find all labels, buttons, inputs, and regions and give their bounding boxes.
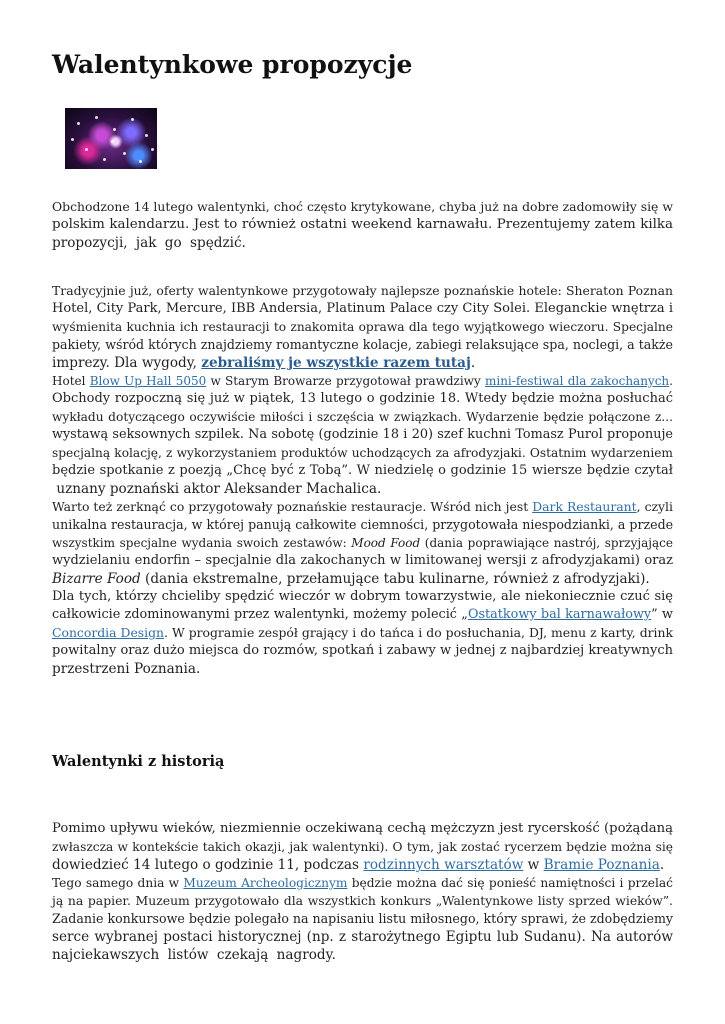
concordia-design-link[interactable]: Concordia Design (52, 625, 165, 640)
text-line: Dla tych, którzy chcieliby spędzić wieczór w dobrym towarzystwie, ale niekoniecznie czuć się (52, 589, 673, 604)
text-line: Tradycyjnie już, oferty walentynkowe przygotowały najlepsze poznańskie hotele: Sheraton Poznan (52, 283, 673, 298)
text-span: całkowicie zdominowanymi przez walentynki, możemy polecić „ (52, 607, 468, 622)
text-span: dowiedzieć 14 lutego o godzinie 11, podczas (52, 857, 364, 873)
blow-up-hall-link[interactable]: Blow Up Hall 5050 (89, 374, 207, 388)
bizarre-food-text: Bizarre Food (52, 571, 141, 587)
text-line (52, 570, 673, 588)
text-line: Obchody rozpoczną się już w piątek, 13 lutego o godzinie 18. Wtedy będzie można posłuchać (52, 391, 673, 406)
hotels-paragraph (52, 282, 673, 678)
text-span: imprezy. Dla wygody, (52, 355, 202, 371)
text-line: wyśmienita kuchnia ich restauracji to znakomita oprawa dla tego wyjątkowego wieczoru. Specjalne (52, 320, 673, 334)
text-line: Pomimo upływu wieków, niezmiennie oczekiwaną cechą mężczyzn jest rycerskość (pożądaną (52, 821, 673, 836)
text-span: . (470, 355, 476, 371)
intro-paragraph (52, 198, 673, 252)
mini-festival-link[interactable]: mini-festiwal dla zakochanych (484, 374, 670, 388)
text-line: pakiety, wśród których znajdziemy romantyczne kolacje, zabiegi relaksujące spa, noclegi, a także (52, 337, 673, 352)
text-span: (dania poprawiające nastrój, sprzyjające (420, 536, 673, 550)
text-line: unikalna restauracja, w której panują całkowite ciemności, przygotowała niespodzianki, a przede (52, 517, 674, 532)
mood-food-text: Mood Food (351, 536, 421, 550)
article-image (65, 108, 157, 169)
text-span: . (659, 857, 665, 873)
text-line: specjalną kolację, z wykorzystaniem produktów uchodzących za afrodyzjaki. Ostatnim wydarzeniem (52, 446, 673, 460)
section-heading: Walentynki z historią (52, 753, 225, 770)
text-span: wszystkim specjalne wydania swoich zestawów: (52, 536, 352, 550)
text-line: będzie spotkanie z poezją „Chcę być z Tobą”. W niedzielę o godzinie 15 wiersze będzie czytał (52, 463, 673, 478)
text-line (52, 534, 673, 552)
text-line (52, 606, 673, 624)
text-span: (dania ekstremalne, przełamujące tabu kulinarne, również z afrodyzjaki). (140, 571, 650, 587)
text-span: . W programie zespół grający i do tańca i do posłuchania, DJ, menu z karty, drink (164, 625, 673, 640)
text-line: uznany poznański aktor Aleksander Machalica. (52, 481, 382, 497)
text-span: ” w (651, 607, 673, 622)
carnival-ball-link[interactable]: Ostatkowy bal karnawałowy (467, 607, 652, 622)
text-line (52, 354, 673, 372)
dark-restaurant-link[interactable]: Dark Restaurant (532, 499, 637, 514)
text-line: ją na papier. Muzeum przygotowało dla wszystkich konkurs „Walentynkowe listy sprzed wieków”. (52, 893, 673, 908)
text-line: Zadanie konkursowe będzie polegało na napisaniu listu miłosnego, który sprawi, że zdobędziemy (52, 911, 673, 926)
text-span: Hotel (52, 374, 90, 388)
page-title: Walentynkowe propozycje (52, 50, 413, 79)
text-span: Warto też zerknąć co przygotowały poznańskie restauracje. Wśród nich jest (52, 499, 533, 514)
text-span: w (523, 857, 544, 873)
text-line (52, 498, 673, 516)
brama-poznania-link[interactable]: Bramie Poznania (543, 857, 660, 873)
archaeological-museum-link[interactable]: Muzeum Archeologicznym (183, 876, 348, 890)
text-line: przestrzeni Poznania. (52, 661, 201, 677)
text-span: . (669, 374, 673, 388)
text-line (52, 372, 673, 390)
text-span: , czyli (636, 499, 673, 514)
text-line: Obchodzone 14 lutego walentynki, choć często krytykowane, chyba już na dobre zadomowiły się w (52, 199, 673, 214)
text-line: wystawą seksownych szpilek. Na sobotę (godzinie 18 i 20) szef kuchni Tomasz Purol proponuje (52, 427, 673, 442)
text-line: zwłaszcza w kontekście takich okazji, jak walentynki). O tym, jak zostać rycerzem będzie można się (52, 840, 673, 854)
family-workshops-link[interactable]: rodzinnych warsztatów (363, 857, 524, 873)
text-line: powitalny oraz dużo miejsca do rozmów, spotkań i zabawy w jednej z najbardziej kreatywnych (52, 643, 673, 658)
text-line: propozycji, jak go spędzić. (52, 235, 246, 251)
text-line: serce wybranej postaci historycznej (np. z starożytnego Egiptu lub Sudanu). Na autorów (52, 929, 673, 945)
text-span: będzie można dać się ponieść namiętności i przelać (347, 876, 673, 890)
text-span: Tego samego dnia w (52, 876, 184, 890)
history-paragraph (52, 820, 673, 964)
text-line: polskim kalendarzu. Jest to również ostatni weekend karnawału. Prezentujemy zatem kilka (52, 217, 673, 232)
text-line: wydzielaniu endorfin – specjalnie dla zakochanych w limitowanej wersji z afrodyzjakami) oraz (52, 553, 673, 568)
hotels-list-link[interactable]: zebraliśmy je wszystkie razem tutaj (201, 355, 471, 371)
text-line (52, 874, 673, 892)
text-line: najciekawszych listów czekają nagrody. (52, 947, 336, 963)
text-line: wykładu dotyczącego oczywiście miłości i szczęścia w związkach. Wydarzenie będzie połączone z... (52, 410, 673, 424)
text-line: Hotel, City Park, Mercure, IBB Andersia, Platinum Palace czy City Solei. Eleganckie wnętrza i (52, 301, 673, 316)
text-span: w Starym Browarze przygotował prawdziwy (206, 374, 485, 388)
text-line (52, 856, 673, 874)
text-line (52, 624, 673, 642)
